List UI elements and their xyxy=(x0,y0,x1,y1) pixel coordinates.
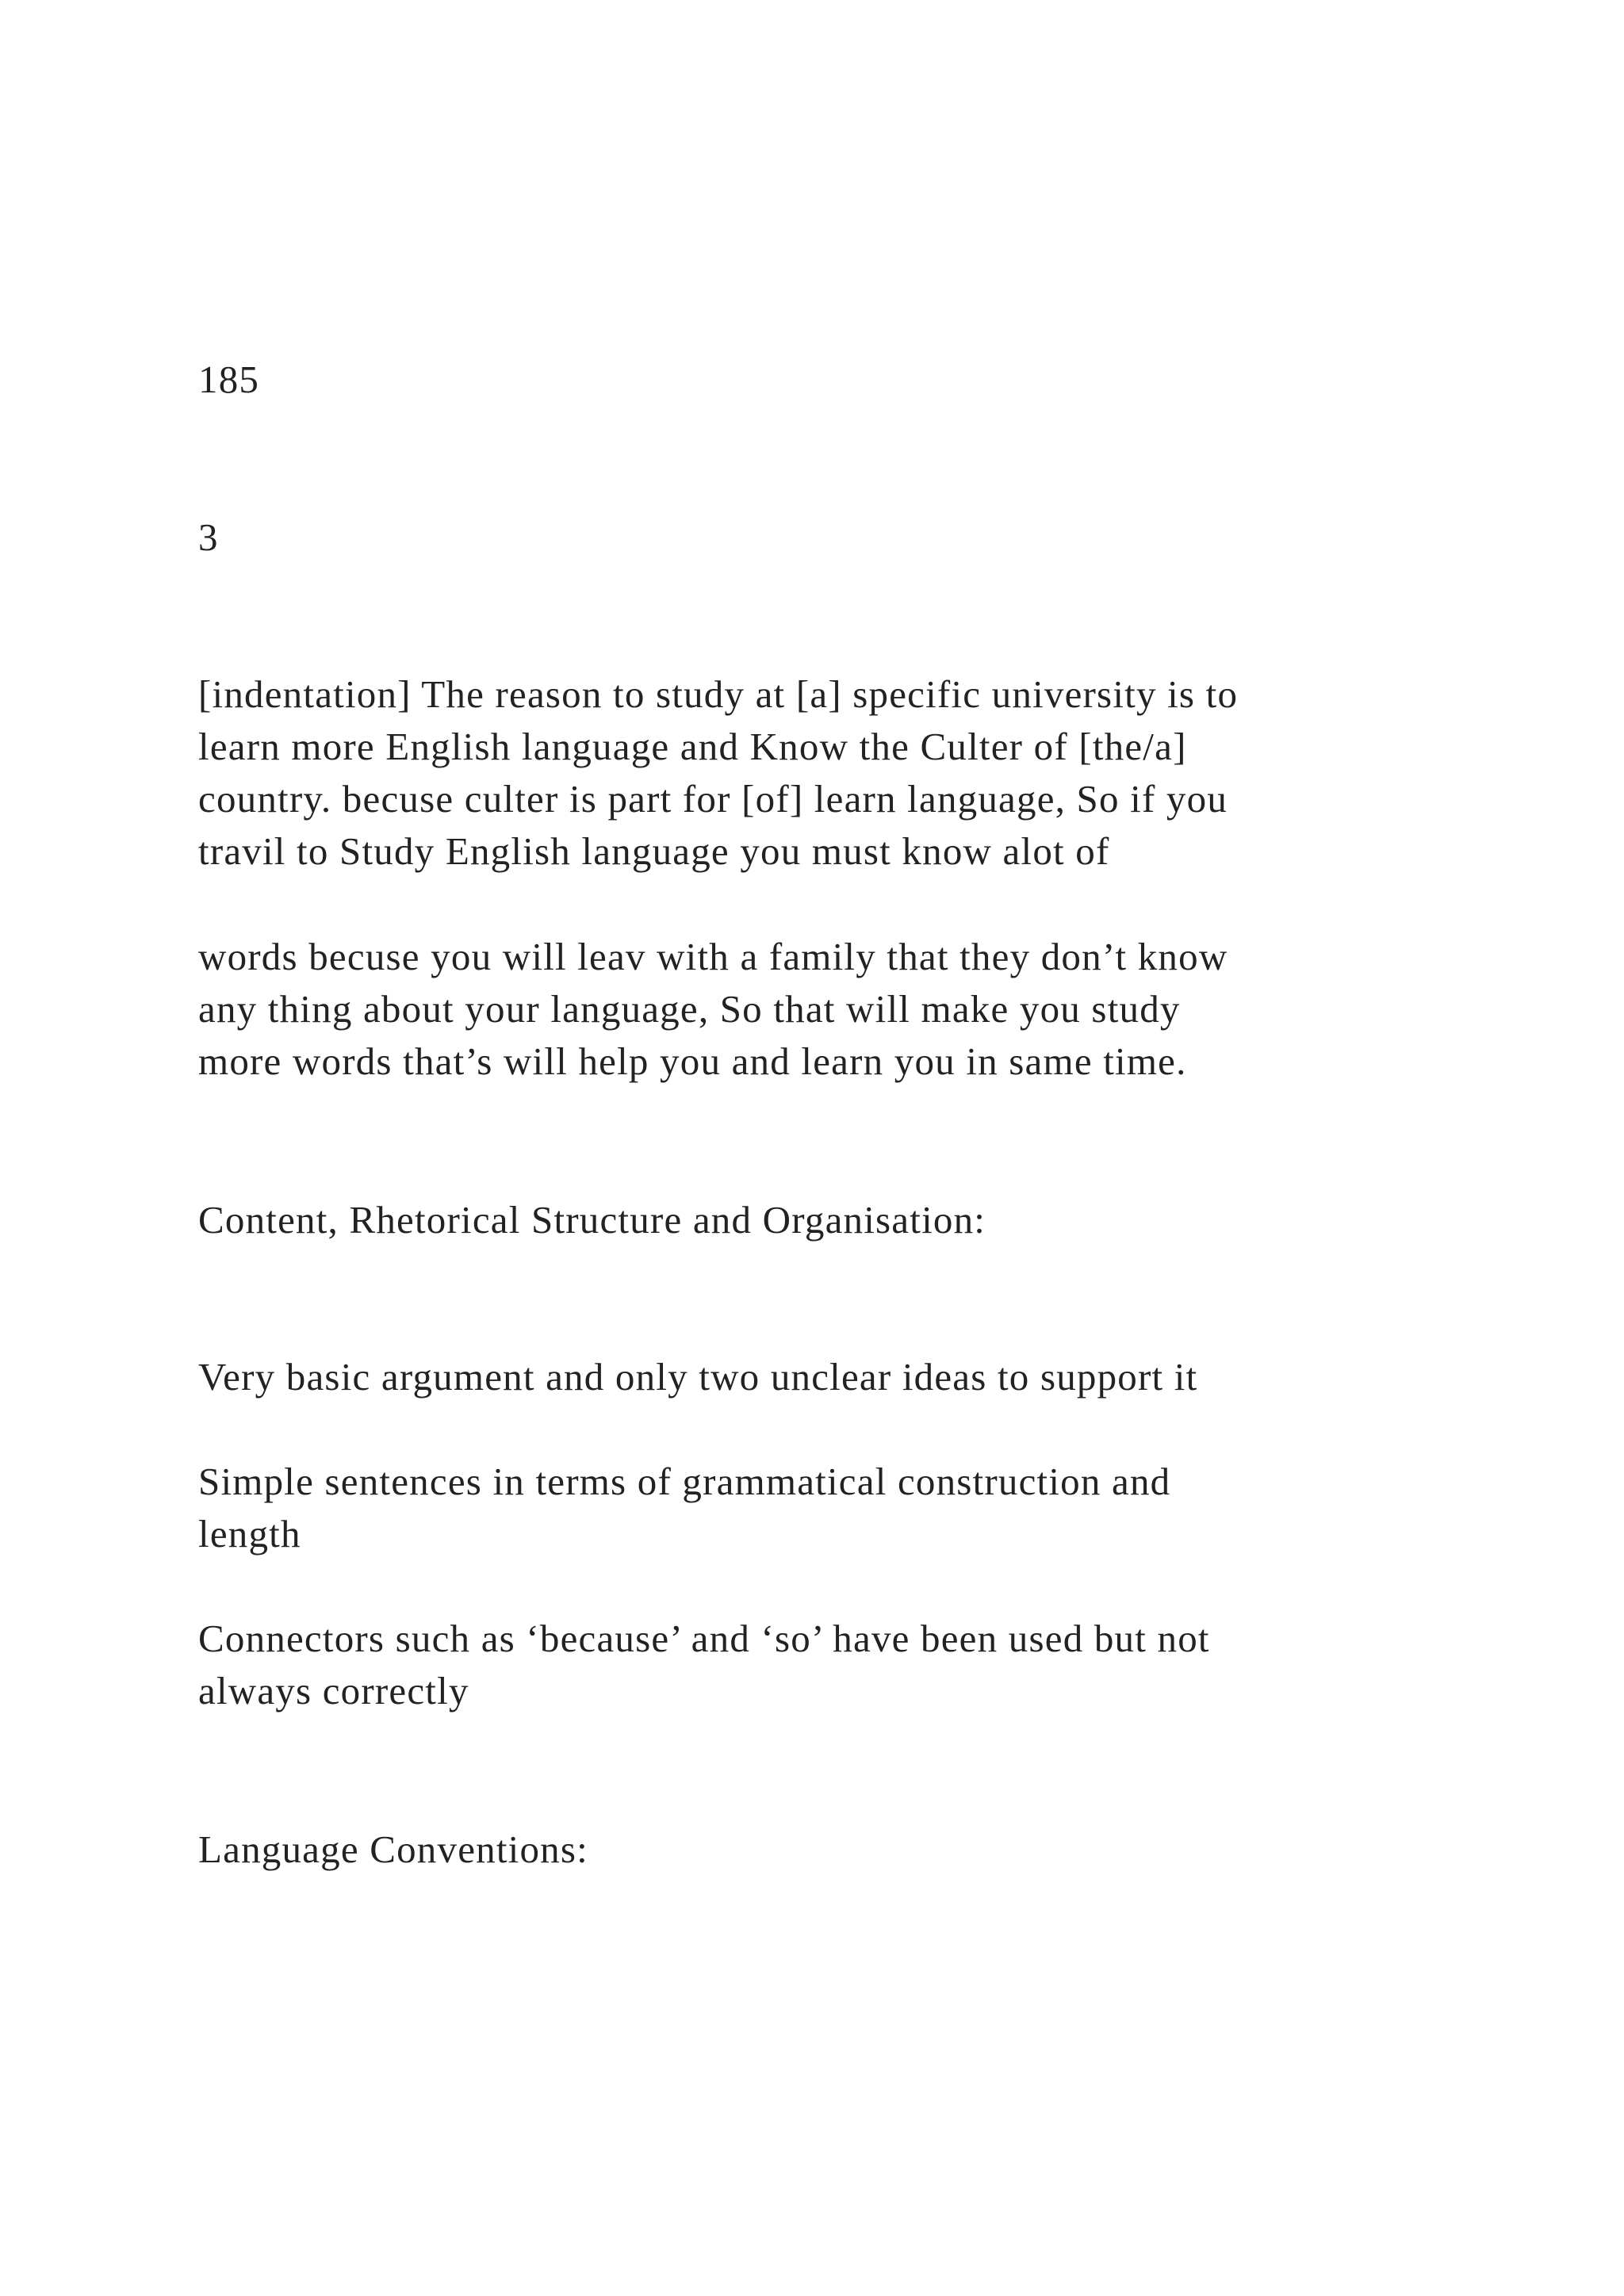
essay-paragraph-1 xyxy=(198,668,1483,878)
page-number-185: 185 xyxy=(198,358,260,401)
feedback-line: Connectors such as ‘because’ and ‘so’ have been used but not xyxy=(198,1617,1210,1660)
language-conventions-heading: Language Conventions: xyxy=(198,1827,588,1871)
essay-line: learn more English language and Know the Culter of [the/a] xyxy=(198,725,1187,768)
feedback-comment-connectors xyxy=(198,1613,1483,1717)
content-structure-heading: Content, Rhetorical Structure and Organisation: xyxy=(198,1198,986,1242)
essay-line: country. becuse culter is part for [of] learn language, So if you xyxy=(198,777,1228,821)
feedback-comment-sentences xyxy=(198,1456,1483,1560)
feedback-line: Simple sentences in terms of grammatical construction and xyxy=(198,1460,1171,1503)
essay-line: [indentation] The reason to study at [a] specific university is to xyxy=(198,672,1239,716)
feedback-line: always correctly xyxy=(198,1669,469,1712)
page-number-3: 3 xyxy=(198,515,219,559)
feedback-comment-argument: Very basic argument and only two unclear ideas to support it xyxy=(198,1355,1198,1399)
essay-line: more words that’s will help you and learn you in same time. xyxy=(198,1039,1187,1083)
essay-line: words becuse you will leav with a family that they don’t know xyxy=(198,935,1228,978)
essay-line: travil to Study English language you must know alot of xyxy=(198,829,1110,873)
essay-line: any thing about your language, So that will make you study xyxy=(198,987,1181,1031)
essay-paragraph-2 xyxy=(198,931,1483,1088)
feedback-line: length xyxy=(198,1512,301,1556)
